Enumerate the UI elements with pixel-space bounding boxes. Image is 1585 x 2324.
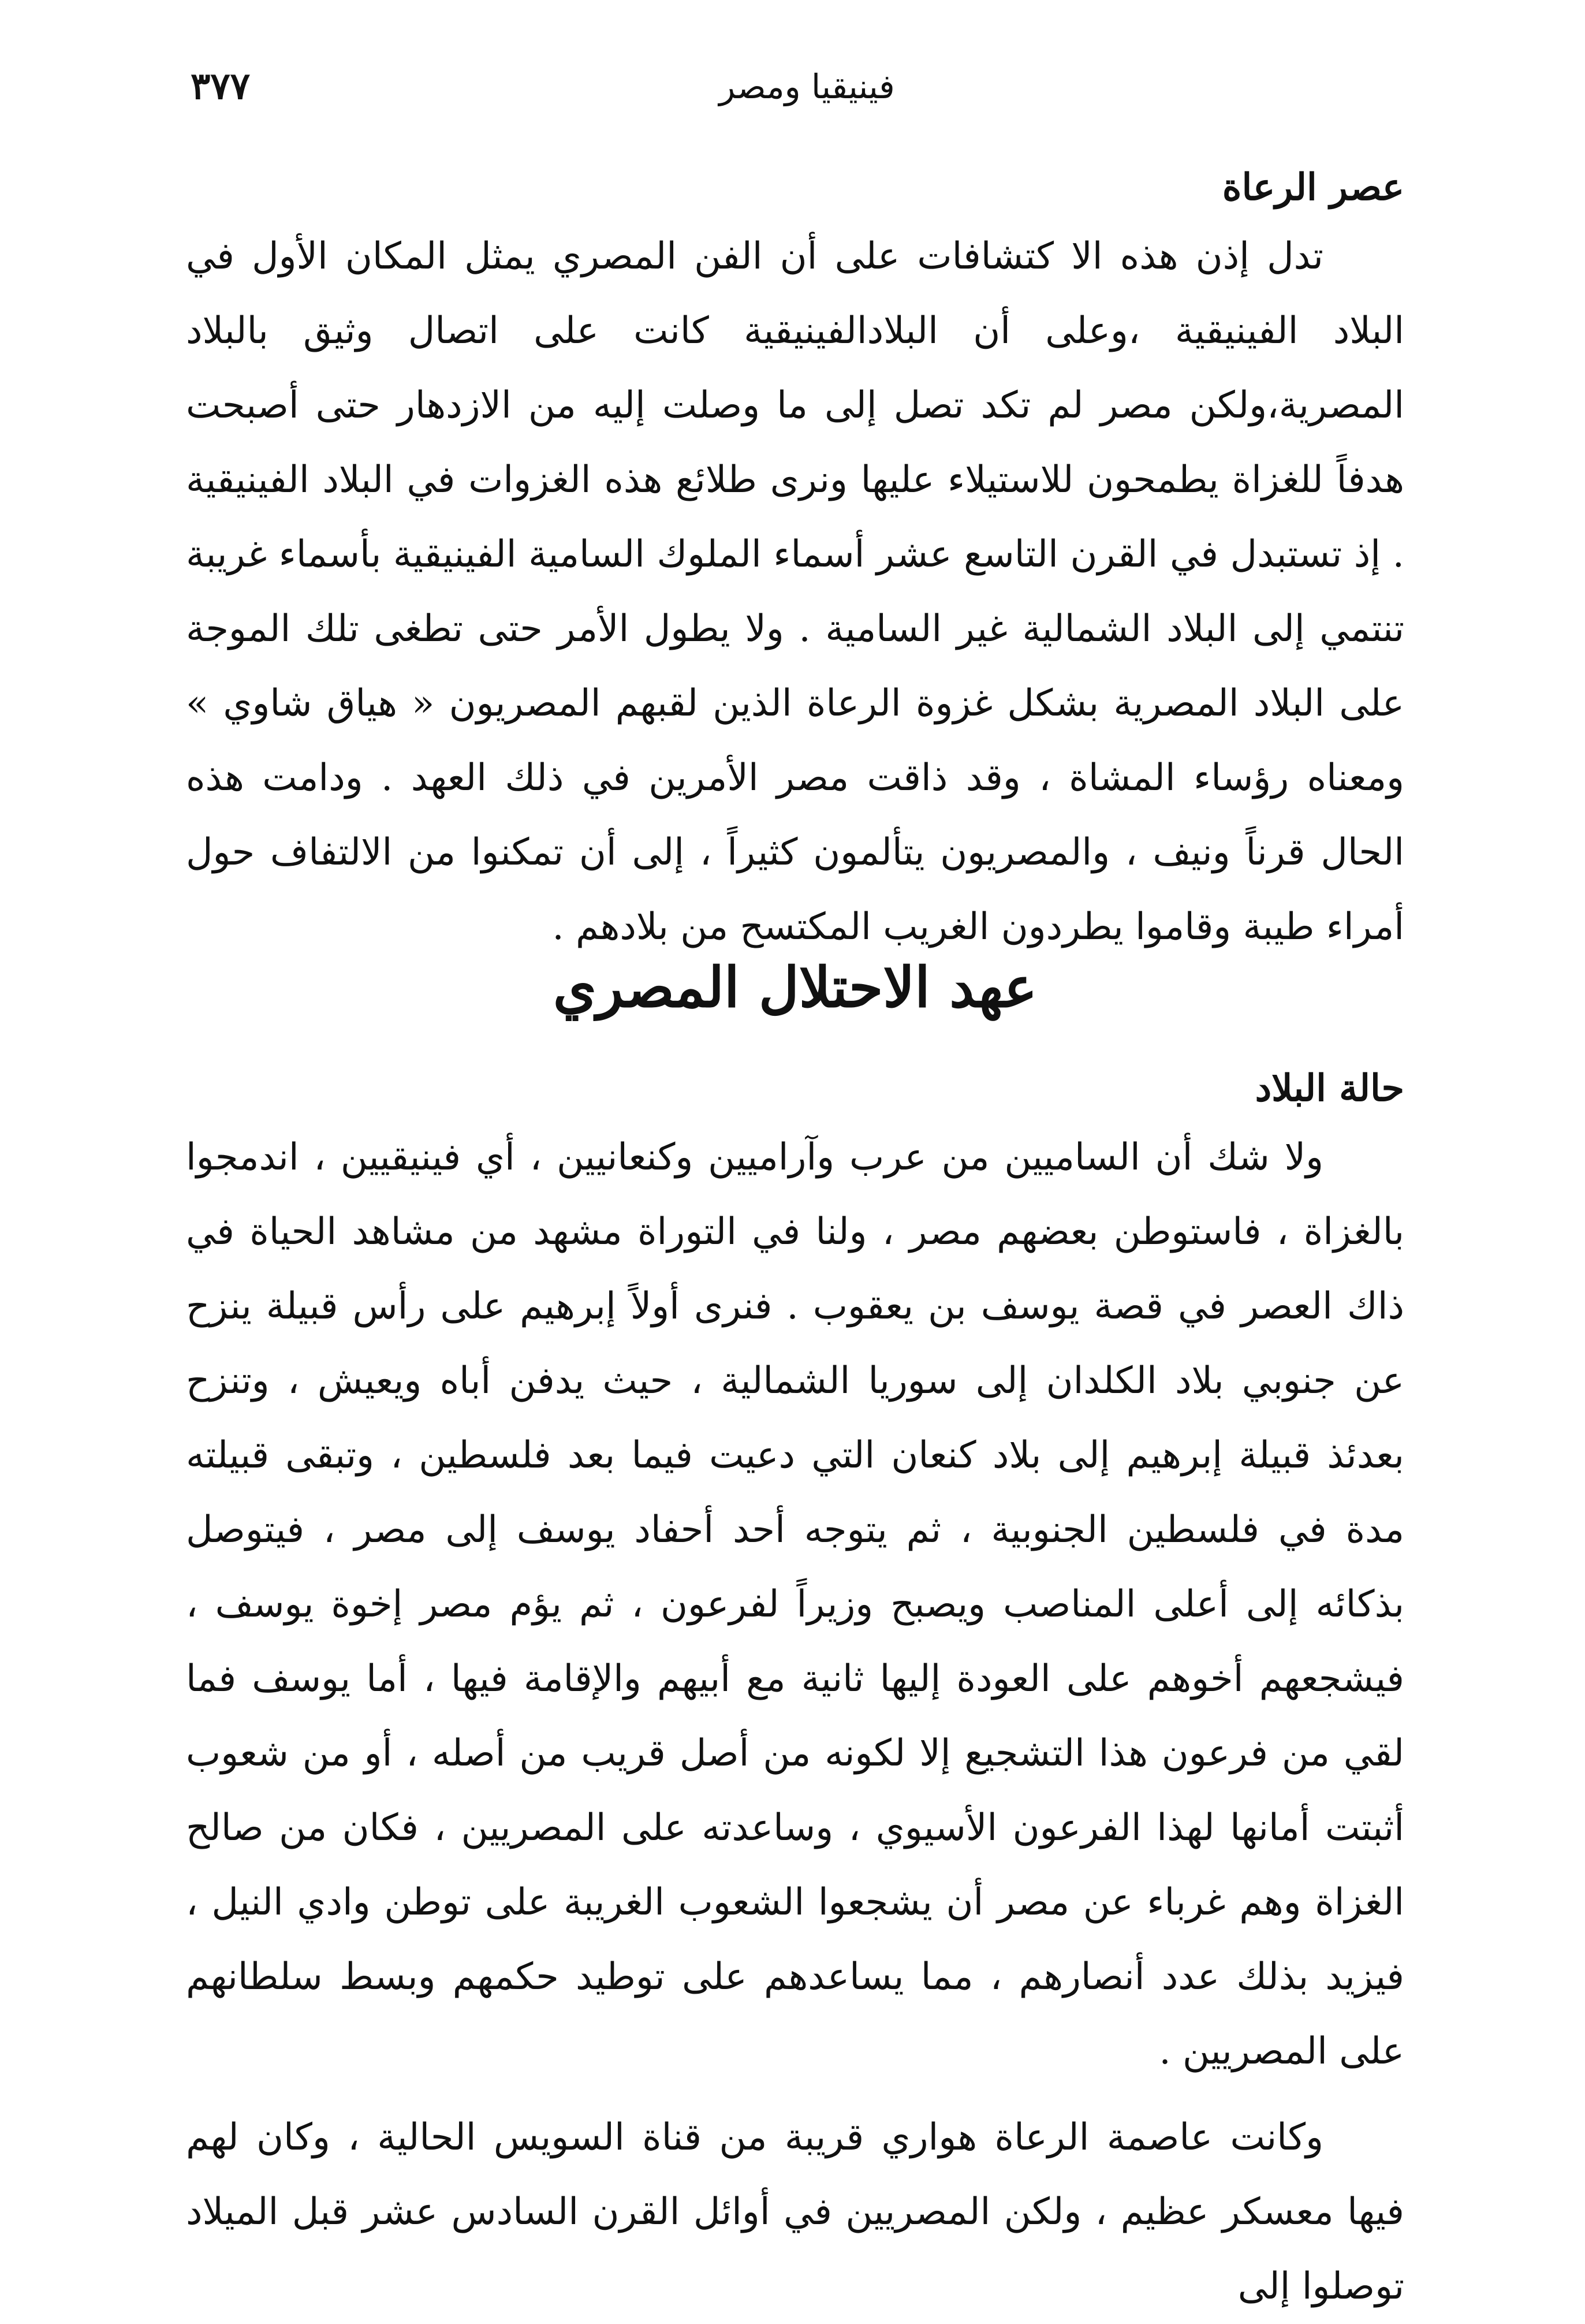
section-title-egyptian-occupation: عهد الاحتلال المصري (553, 955, 1038, 1020)
page-number: ٣٧٧ (191, 65, 251, 108)
paragraph-shepherd-era: تدل إذن هذه الا كتشافات على أن الفن المصري يمثل المكان الأول في البلاد الفينيقية ،وعلى أن البلادالفينيقية كانت على اتصال وثيق بالبلاد المصرية،ولكن مصر لم تكد تصل إلى ما وصلت إليه من الازدهار حتى أصبحت هدفاً للغزاة يطمحون للاستيلاء عليها ونرى طلائع هذه الغزوات في البلاد الفينيقية . إذ تستبدل في القرن التاسع عشر أسماء الملوك السامية الفينيقية بأسماء غريبة تنتمي إلى البلاد الشمالية غير السامية . ولا يطول الأمر حتى تطغى تلك الموجة على البلاد المصرية بشكل غزوة الرعاة الذين لقبهم المصريون « هياق شاوي » ومعناه رؤساء المشاة ، وقد ذاقت مصر الأمرين في ذلك العهد . ودامت هذه الحال قرناً ونيف ، والمصريون يتألمون كثيراً ، إلى أن تمكنوا من الالتفاف حول أمراء طيبة وقاموا يطردون الغريب المكتسح من بلادهم . (186, 235, 1405, 948)
subheading-country-state: حالة البلاد (1255, 1067, 1404, 1110)
subheading-shepherd-era: عصر الرعاة (1222, 166, 1404, 209)
section-shepherd-era (186, 156, 1404, 964)
paragraph-hyksos-capital: وكانت عاصمة الرعاة هواري قريبة من قناة السويس الحالية ، وكان لهم فيها معسكر عظيم ، ولكن المصريين في أوائل القرن السادس عشر قبل الميلاد توصلوا إلى (186, 2116, 1404, 2308)
page-header (191, 55, 1423, 118)
paragraph-country-state: ولا شك أن الساميين من عرب وآراميين وكنعانيين ، أي فينيقيين ، اندمجوا بالغزاة ، فاستوطن بعضهم مصر ، ولنا في التوراة مشهد من مشاهد الحياة في ذاك العصر في قصة يوسف بن يعقوب . فنرى أولاً إبرهيم على رأس قبيلة ينزح عن جنوبي بلاد الكلدان إلى سوريا الشمالية ، حيث يدفن أباه ويعيش ، وتنزح بعدئذ قبيلة إبرهيم إلى بلاد كنعان التي دعيت فيما بعد فلسطين ، وتبقى قبيلته مدة في فلسطين الجنوبية ، ثم يتوجه أحد أحفاد يوسف إلى مصر ، فيتوصل بذكائه إلى أعلى المناصب ويصبح وزيراً لفرعون ، ثم يؤم مصر إخوة يوسف ، فيشجعهم أخوهم على العودة إليها ثانية مع أبيهم والإقامة فيها ، أما يوسف فما لقي من فرعون هذا التشجيع إلا لكونه من أصل قريب من أصله ، أو من شعوب أثبتت أمانها لهذا الفرعون الأسيوي ، وساعدته على المصريين ، فكان من صالح الغزاة وهم غرباء عن مصر أن يشجعوا الشعوب الغريبة على توطن وادي النيل ، فيزيد بذلك عدد أنصارهم ، مما يساعدهم على توطيد حكمهم وبسط سلطانهم على المصريين . (186, 1136, 1405, 2073)
section-egyptian-occupation (186, 1057, 1404, 2324)
running-title: فينيقيا ومصر (719, 67, 895, 106)
